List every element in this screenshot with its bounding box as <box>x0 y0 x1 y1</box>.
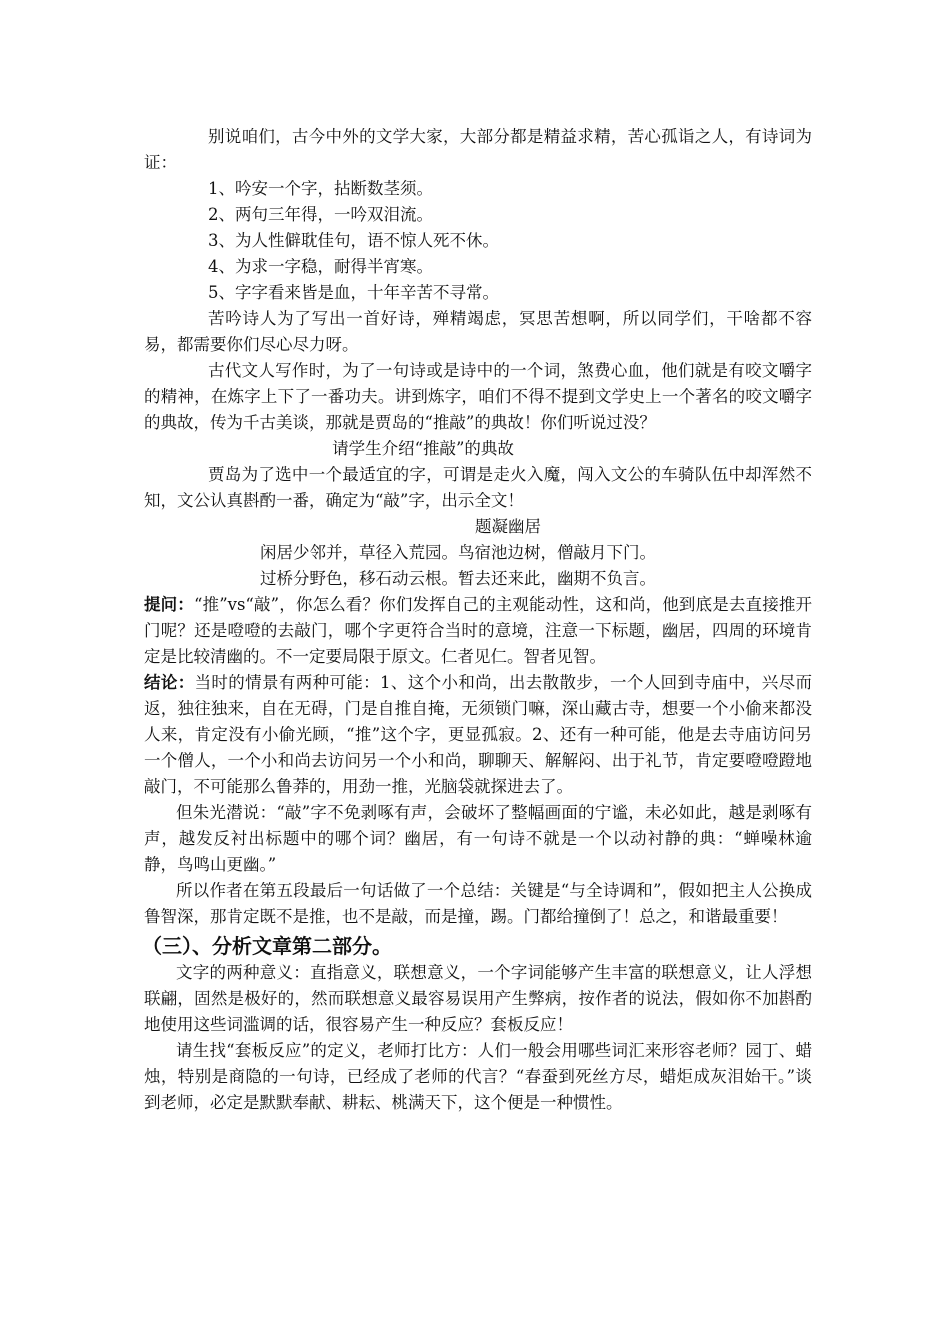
question-paragraph <box>144 592 812 670</box>
conclusion-paragraph <box>144 670 812 800</box>
meaning-paragraph: 文字的两种意义：直指意义，联想意义，一个字词能够产生丰富的联想意义，让人浮想联翩，固然是极好的，然而联想意义最容易误用产生弊病，按作者的说法，假如你不加斟酌地使用这些词滥调的话，很容易产生一种反应？套板反应！ <box>144 963 812 1034</box>
jiadao-paragraph: 贾岛为了选中一个最适宜的字，可谓是走火入魔，闯入文公的车骑队伍中却浑然不知，文公认真斟酌一番，确定为“敲”字，出示全文！ <box>144 465 812 510</box>
zhu-paragraph: 但朱光潜说：“敲”字不免剥啄有声，会破坏了整幅画面的宁谧，未必如此，越是剥啄有声，越发反衬出标题中的哪个词？幽居，有一句诗不就是一个以动衬静的典：“蝉噪林逾静，鸟鸣山更幽。” <box>144 803 812 874</box>
verse-item: 4、为求一字稳，耐得半宵寒。 <box>208 257 433 276</box>
poem-title: 题凝幽居 <box>475 517 541 536</box>
teacher-paragraph: 请生找“套板反应”的定义，老师打比方：人们一般会用哪些词汇来形容老师？园丁、蜡烛，特别是商隐的一句诗，已经成了老师的代言？“春蚕到死丝方尽，蜡炬成灰泪始干。”谈到老师，必定是默默奉献、耕耘、桃满天下，这个便是一种惯性。 <box>144 1041 812 1112</box>
poets-paragraph: 苦吟诗人为了写出一首好诗，殚精竭虑，冥思苦想啊，所以同学们，干啥都不容易，都需要你们尽心尽力呀。 <box>144 309 812 354</box>
poem-line: 闲居少邻并，草径入荒园。鸟宿池边树，僧敲月下门。 <box>260 543 656 562</box>
verse-item: 1、吟安一个字，拈断数茎须。 <box>208 179 433 198</box>
summary-paragraph: 所以作者在第五段最后一句话做了一个总结：关键是“与全诗调和”，假如把主人公换成鲁智深，那肯定既不是推，也不是敲，而是撞，踢。门都给撞倒了！总之，和谐最重要！ <box>144 881 812 926</box>
verse-item: 3、为人性僻耽佳句，语不惊人死不休。 <box>208 231 499 250</box>
section-heading: （三）、分析文章第二部分。 <box>142 934 392 958</box>
ancient-writers-paragraph: 古代文人写作时，为了一句诗或是诗中的一个词，煞费心血，他们就是有咬文嚼字的精神，在炼字上下了一番功夫。讲到炼字，咱们不得不提到文学史上一个著名的咬文嚼字的典故，传为千古美谈，那就是贾岛的“推敲”的典故！你们听说过没？ <box>144 361 812 432</box>
story-task: 请学生介绍“推敲”的典故 <box>332 439 514 458</box>
verse-list <box>144 176 812 306</box>
conclusion-label: 结论： <box>144 673 195 692</box>
poem-line: 过桥分野色，移石动云根。暂去还来此，幽期不负言。 <box>260 569 656 588</box>
intro-paragraph: 别说咱们，古今中外的文学大家，大部分都是精益求精，苦心孤诣之人，有诗词为证： <box>144 127 812 172</box>
document-page <box>144 124 812 1116</box>
question-label: 提问： <box>144 595 194 614</box>
question-text: “推”vs“敲”，你怎么看？你们发挥自己的主观能动性，这和尚，他到底是去直接推开门呢？还是噔噔的去敲门，哪个字更符合当时的意境，注意一下标题，幽居，四周的环境肯定是比较清幽的。不一定要局限于原文。仁者见仁。智者见智。 <box>144 595 813 666</box>
conclusion-text: 当时的情景有两种可能：1、这个小和尚，出去散散步，一个人回到寺庙中，兴尽而返，独往独来，自在无碍，门是自推自掩，无须锁门嘛，深山藏古寺，想要一个小偷来都没人来，肯定没有小偷光顾，“推”这个字，更显孤寂。2、还有一种可能，他是去寺庙访问另一个僧人，一个小和尚去访问另一个小和尚，聊聊天、解解闷、出于礼节，肯定要噔噔蹬地敲门，不可能那么鲁莽的，用劲一推，光脑袋就探进去了。 <box>144 673 812 796</box>
verse-item: 5、字字看来皆是血，十年辛苦不寻常。 <box>208 283 499 302</box>
verse-item: 2、两句三年得，一吟双泪流。 <box>208 205 433 224</box>
